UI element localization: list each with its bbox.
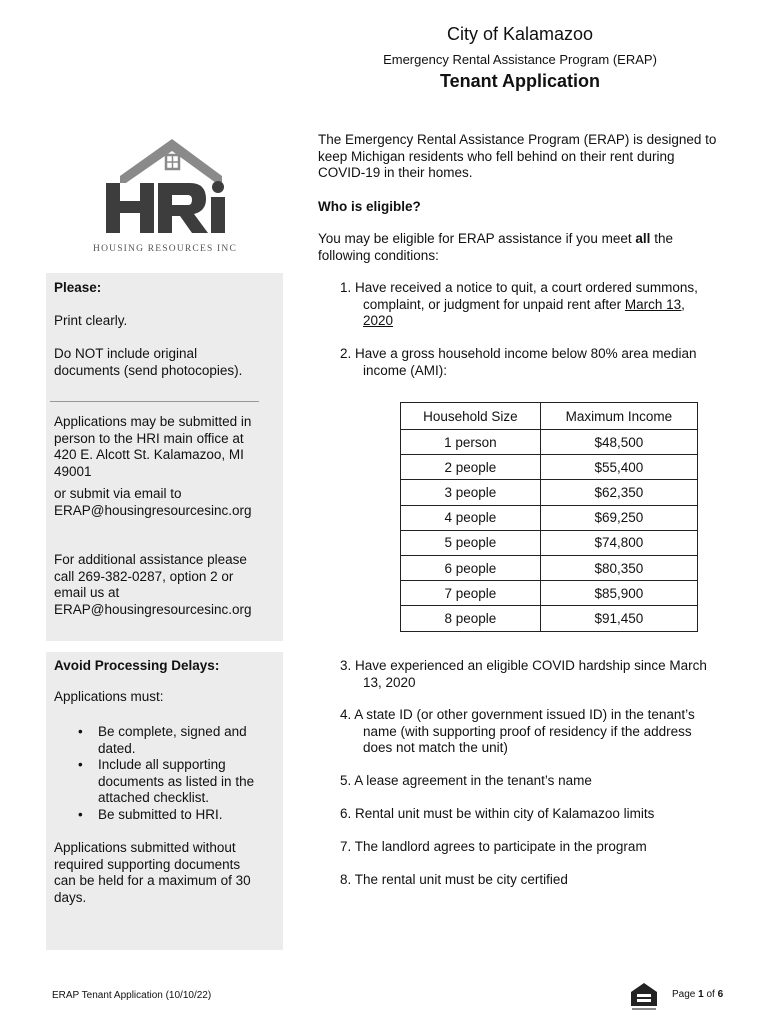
max-income-cell: $80,350 xyxy=(540,555,697,580)
list-item: • Be submitted to HRI. xyxy=(54,807,275,824)
sidebar-instructions xyxy=(46,273,283,641)
max-income-cell: $55,400 xyxy=(540,455,697,480)
max-income-cell: $62,350 xyxy=(540,480,697,505)
hri-logo xyxy=(90,131,240,261)
table-row xyxy=(401,555,698,580)
logo-tagline: HOUSING RESOURCES INC xyxy=(93,244,237,254)
submit-in-person-text: Applications may be submitted in person to the HRI main office at 420 E. Alcott St. Kalamazoo, MI 49001 xyxy=(54,414,252,479)
table-row xyxy=(401,530,698,555)
footer-doc-label: ERAP Tenant Application (10/10/22) xyxy=(52,990,212,1001)
sidebar-processing xyxy=(46,652,283,950)
table-row xyxy=(401,505,698,530)
max-income-cell: $91,450 xyxy=(540,606,697,631)
list-item: • Include all supporting documents as listed in the attached checklist. xyxy=(54,757,275,807)
eligible-text: You may be eligible for ERAP assistance if you meet all the following conditions: xyxy=(318,231,673,263)
no-originals-text: Do NOT include original documents (send photocopies). xyxy=(54,346,243,378)
table-row xyxy=(401,480,698,505)
condition-4: 4. A state ID (or other government issued ID) in the tenant’s name (with supporting proof of residency if the address does not match the unit) xyxy=(340,707,695,755)
household-size-cell: 3 people xyxy=(401,480,541,505)
condition-6: 6. Rental unit must be within city of Kalamazoo limits xyxy=(340,806,655,821)
page-title: Tenant Application xyxy=(440,71,600,91)
table-row xyxy=(401,430,698,455)
list-item: • Be complete, signed and dated. xyxy=(54,724,275,757)
household-size-cell: 2 people xyxy=(401,455,541,480)
please-heading: Please: xyxy=(54,280,102,295)
city-name: City of Kalamazoo xyxy=(446,24,594,44)
household-size-cell: 4 people xyxy=(401,505,541,530)
delays-heading: Avoid Processing Delays: xyxy=(54,658,220,673)
equal-housing-icon xyxy=(630,982,658,1012)
condition-3: 3. Have experienced an eligible COVID hardship since March 13, 2020 xyxy=(340,658,707,690)
divider xyxy=(50,401,259,402)
submit-email-text: or submit via email to ERAP@housingresourcesinc.org xyxy=(54,486,252,518)
condition-8: 8. The rental unit must be city certified xyxy=(340,872,568,887)
max-income-cell: $74,800 xyxy=(540,530,697,555)
table-row xyxy=(401,606,698,631)
table-header-row xyxy=(401,403,698,430)
household-size-cell: 6 people xyxy=(401,555,541,580)
eligible-heading: Who is eligible? xyxy=(318,199,421,214)
intro-text: The Emergency Rental Assistance Program (ERAP) is designed to keep Michigan residents who fell behind on their rent during COVID-19 in their homes. xyxy=(318,132,717,180)
condition-2: 2. Have a gross household income below 80% area median income (AMI): xyxy=(340,346,697,378)
max-income-cell: $48,500 xyxy=(540,430,697,455)
program-name: Emergency Rental Assistance Program (ERAP) xyxy=(383,52,657,67)
household-size-cell: 8 people xyxy=(401,606,541,631)
page-number: Page 1 of 6 xyxy=(672,989,724,1000)
max-income-cell: $85,900 xyxy=(540,581,697,606)
household-size-cell: 1 person xyxy=(401,430,541,455)
must-intro: Applications must: xyxy=(54,689,164,704)
held-note: Applications submitted without required supporting documents can be held for a maximum of 30 days. xyxy=(54,840,251,905)
table-row xyxy=(401,581,698,606)
household-size-header: Household Size xyxy=(401,403,541,430)
print-clearly-text: Print clearly. xyxy=(54,313,128,328)
assistance-text: For additional assistance please call 269-382-0287, option 2 or email us at ERAP@housingresourcesinc.org xyxy=(54,552,252,617)
household-size-cell: 7 people xyxy=(401,581,541,606)
household-size-cell: 5 people xyxy=(401,530,541,555)
table-row xyxy=(401,455,698,480)
condition-1: 1. Have received a notice to quit, a court ordered summons, complaint, or judgment for unpaid rent after March 13, 2020 xyxy=(340,280,698,328)
max-income-cell: $69,250 xyxy=(540,505,697,530)
income-table xyxy=(400,402,698,632)
condition-7: 7. The landlord agrees to participate in the program xyxy=(340,839,647,854)
maximum-income-header: Maximum Income xyxy=(540,403,697,430)
must-list xyxy=(54,724,275,823)
condition-5: 5. A lease agreement in the tenant’s name xyxy=(340,773,592,788)
